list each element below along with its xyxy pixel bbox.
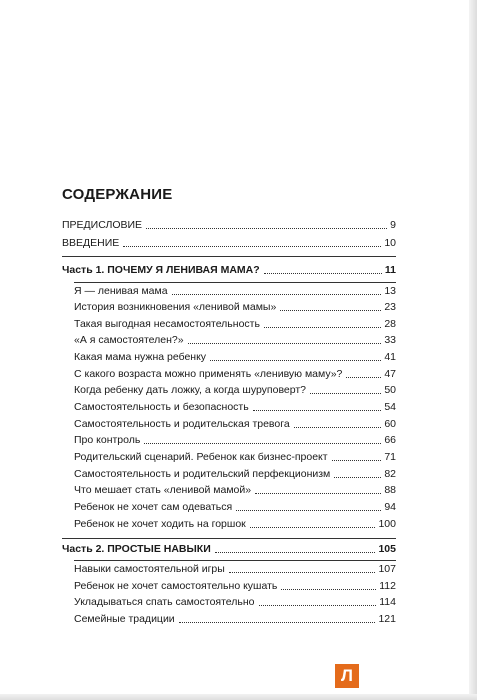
toc-entry — [74, 285, 396, 298]
dot-leader — [215, 552, 376, 553]
toc-entry-label: Я — ленивая мама — [74, 285, 168, 297]
toc-entry-label: Навыки самостоятельной игры — [74, 563, 225, 575]
toc-title: СОДЕРЖАНИЕ — [62, 186, 173, 203]
toc-entry-page: 66 — [384, 434, 396, 446]
toc-entry-page: 100 — [378, 518, 396, 530]
toc-entry — [74, 596, 396, 609]
toc-entry — [74, 318, 396, 331]
publisher-logo: Л — [335, 664, 359, 688]
toc-entry-page: 10 — [384, 237, 396, 249]
dot-leader — [334, 477, 381, 478]
toc-entry-label: Какая мама нужна ребенку — [74, 351, 207, 363]
toc-entry-page: 54 — [384, 401, 396, 413]
toc-entry — [74, 418, 396, 431]
toc-entry — [74, 563, 396, 576]
toc-entry-label: «А я самостоятелен?» — [74, 334, 184, 346]
toc-entry — [74, 451, 396, 464]
toc-entry-page: 60 — [384, 418, 396, 430]
dot-leader — [259, 605, 377, 606]
toc-entry — [74, 384, 396, 397]
toc-entry-label: Самостоятельность и безопасность — [74, 401, 249, 413]
toc-entry-preface — [62, 219, 396, 232]
toc-entry-page: 50 — [384, 384, 396, 396]
toc-entry-page: 71 — [384, 451, 396, 463]
dot-leader — [188, 343, 382, 344]
toc-part-page: 105 — [378, 543, 396, 555]
toc-entry-intro — [62, 237, 396, 250]
dot-leader — [310, 393, 381, 394]
toc-part-label: Часть 2. ПРОСТЫЕ НАВЫКИ — [62, 543, 211, 555]
dot-leader — [294, 427, 382, 428]
toc-entry-page: 107 — [378, 563, 396, 575]
dot-leader — [229, 572, 376, 573]
toc-entry — [74, 434, 396, 447]
dot-leader — [253, 410, 382, 411]
toc-entry-label: Семейные традиции — [74, 613, 175, 625]
toc-entry-page: 121 — [378, 613, 396, 625]
toc-entry — [74, 518, 396, 531]
toc-entry — [74, 351, 396, 364]
dot-leader — [346, 377, 381, 378]
toc-entry-label: Родительский сценарий. Ребенок как бизнес-проект — [74, 451, 328, 463]
toc-entry-page: 94 — [384, 501, 396, 513]
toc-entry-label: Ребенок не хочет ходить на горшок — [74, 518, 246, 530]
divider — [74, 560, 396, 561]
toc-entry-label: Такая выгодная несамостоятельность — [74, 318, 260, 330]
toc-entry-page: 33 — [384, 334, 396, 346]
dot-leader — [146, 228, 387, 229]
toc-entry-page: 23 — [384, 301, 396, 313]
toc-entry-label: ПРЕДИСЛОВИЕ — [62, 219, 143, 231]
dot-leader — [144, 443, 381, 444]
toc-entry-page: 82 — [384, 468, 396, 480]
dot-leader — [264, 273, 382, 274]
toc-entry-label: ВВЕДЕНИЕ — [62, 237, 120, 249]
toc-entry-page: 88 — [384, 484, 396, 496]
toc-entry — [74, 468, 396, 481]
toc-entry — [74, 501, 396, 514]
dot-leader — [255, 493, 381, 494]
toc-entry-label: Самостоятельность и родительский перфекционизм — [74, 468, 331, 480]
toc-part-heading — [62, 543, 396, 556]
toc-entry-label: Ребенок не хочет сам одеваться — [74, 501, 233, 513]
dot-leader — [179, 622, 376, 623]
toc-entry-page: 47 — [384, 368, 396, 380]
toc-entry — [74, 401, 396, 414]
toc-entry-page: 114 — [379, 596, 396, 608]
toc-part-page: 11 — [384, 264, 396, 276]
dot-leader — [280, 310, 381, 311]
toc-entry — [74, 613, 396, 626]
page-edge-bottom — [0, 694, 477, 700]
toc-part-heading — [62, 264, 396, 277]
toc-entry-label: Укладываться спать самостоятельно — [74, 596, 255, 608]
toc-entry-label: С какого возраста можно применять «ленивую маму»? — [74, 368, 343, 380]
dot-leader — [236, 510, 381, 511]
dot-leader — [123, 246, 381, 247]
page-edge-shadow — [469, 0, 477, 700]
toc-entry-label: Самостоятельность и родительская тревога — [74, 418, 290, 430]
toc-entry-page: 41 — [384, 351, 396, 363]
toc-entry-page: 28 — [384, 318, 396, 330]
divider — [62, 256, 396, 257]
toc-entry-page: 9 — [390, 219, 396, 231]
toc-entry — [74, 580, 396, 593]
toc-entry-label: Что мешает стать «ленивой мамой» — [74, 484, 252, 496]
dot-leader — [250, 527, 376, 528]
dot-leader — [281, 589, 376, 590]
dot-leader — [210, 360, 381, 361]
toc-entry-page: 13 — [384, 285, 396, 297]
toc-entry-label: История возникновения «ленивой мамы» — [74, 301, 277, 313]
toc-entry-label: Когда ребенку дать ложку, а когда шуруповерт? — [74, 384, 306, 396]
toc-entry — [74, 484, 396, 497]
dot-leader — [332, 460, 382, 461]
divider — [74, 282, 396, 283]
toc-entry — [74, 368, 396, 381]
divider — [62, 538, 396, 539]
toc-entry-label: Про контроль — [74, 434, 141, 446]
dot-leader — [264, 327, 381, 328]
dot-leader — [172, 294, 382, 295]
toc-entry — [74, 334, 396, 347]
toc-part-label: Часть 1. ПОЧЕМУ Я ЛЕНИВАЯ МАМА? — [62, 264, 260, 276]
toc-entry-label: Ребенок не хочет самостоятельно кушать — [74, 580, 278, 592]
toc-entry — [74, 301, 396, 314]
toc-entry-page: 112 — [379, 580, 396, 592]
